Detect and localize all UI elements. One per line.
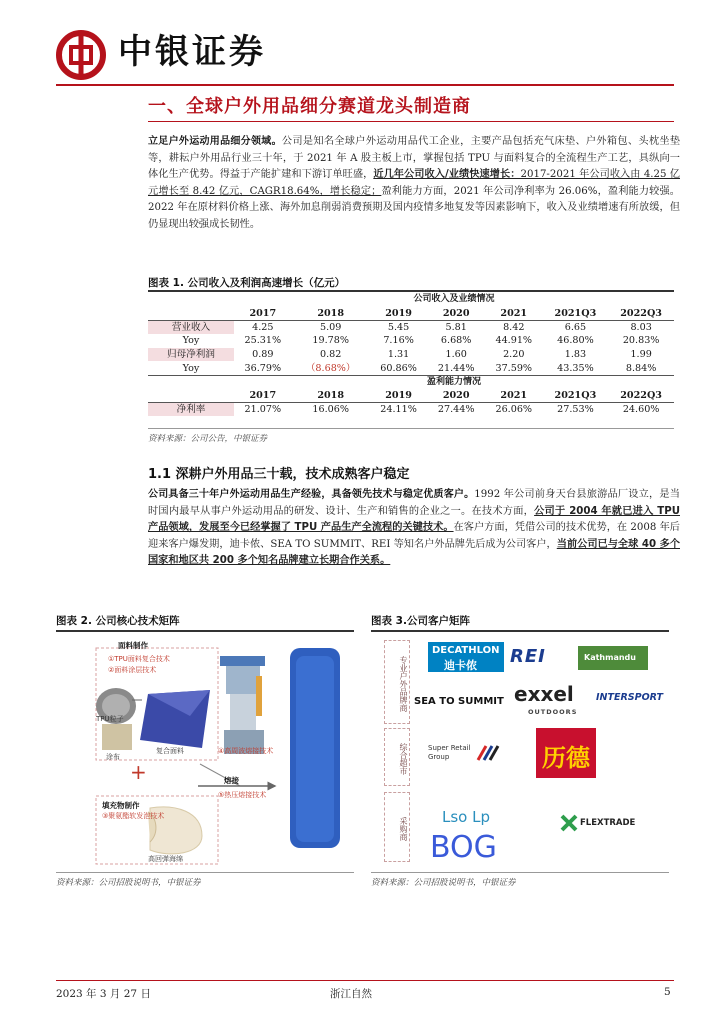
- revenue-profit-table: [148, 293, 674, 416]
- decathlon-logo: [428, 642, 504, 672]
- category-buyers: 采购商: [384, 792, 410, 862]
- table-cell: 8.84%: [608, 361, 674, 375]
- table-cell: 21.07%: [244, 404, 282, 416]
- year-cell: 2020: [427, 389, 485, 403]
- fabric-title: 面料制作: [118, 641, 148, 650]
- subsection-title: 1.1 深耕户外用品三十载，技术成熟客户稳定: [148, 467, 410, 482]
- super-retail-logo: Super Retail Group: [428, 744, 471, 761]
- footer-company: 浙江自然: [330, 988, 372, 1000]
- group-revenue-label: 公司收入及业绩情况: [413, 294, 495, 305]
- year-cell: 2021: [485, 389, 543, 403]
- table-cell: 20.83%: [622, 335, 660, 347]
- page-header: [0, 0, 724, 92]
- bog-logo: BOG: [430, 830, 497, 865]
- table-cell: 21.44%: [427, 361, 485, 375]
- fabric-label: 涂布: [106, 753, 120, 761]
- section-divider: [148, 121, 674, 122]
- table-cell: 26.06%: [495, 404, 533, 416]
- page-number: 5: [664, 986, 671, 998]
- table-row: [148, 334, 674, 348]
- table-cell: 1.60: [445, 349, 467, 361]
- year-cell: 2019: [370, 389, 428, 403]
- decathlon-name: DECATHLON: [432, 645, 500, 656]
- table-cell: 8.03: [630, 321, 652, 333]
- tech-5-label: ⑤热压熔接技术: [218, 791, 267, 799]
- table-group-header: [148, 293, 674, 307]
- figure2-bottom-rule: [56, 872, 354, 873]
- figure3-title: 图表 3.公司客户矩阵: [371, 615, 470, 627]
- lide-logo: [536, 728, 596, 778]
- year-cell: 2021Q3: [543, 389, 609, 403]
- table-cell: 6.68%: [440, 335, 472, 347]
- intro-emphasis: 近几年公司收入/业绩快速增长：: [373, 169, 521, 181]
- table-cell-negative: （8.68%）: [292, 361, 370, 375]
- composite-label: 复合面料: [156, 747, 184, 755]
- figure2-source: 资料来源：公司招股说明书，中银证券: [56, 878, 201, 888]
- super-retail-stripes-icon: [474, 744, 504, 762]
- kathmandu-logo: [578, 646, 648, 670]
- table-cell: 2.20: [503, 349, 525, 361]
- table-cell: 5.45: [387, 321, 410, 333]
- lso-logo: Lso Lp: [442, 808, 490, 826]
- table-cell: 24.60%: [622, 404, 660, 416]
- row-label: 营业收入: [148, 320, 234, 334]
- tech-3-label: ③聚氨酯软发泡技术: [102, 812, 165, 820]
- table-year-header: [148, 389, 674, 403]
- table-cell: 60.86%: [370, 361, 428, 375]
- history-paragraph: [148, 487, 680, 570]
- tech-2-label: ②面料涂层技术: [108, 666, 157, 674]
- table-row: [148, 348, 674, 362]
- year-cell: 2022Q3: [608, 307, 674, 321]
- year-cell: 2022Q3: [608, 389, 674, 403]
- fill-title: 填充物制作: [102, 801, 140, 810]
- table-cell: 5.81: [445, 321, 467, 333]
- table-cell: 44.91%: [495, 335, 533, 347]
- year-cell: 2021Q3: [543, 307, 609, 321]
- lide-name: 历德: [542, 744, 590, 772]
- bank-of-china-logo-icon: [56, 30, 106, 80]
- section-title: 一、全球户外用品细分赛道龙头制造商: [148, 96, 471, 117]
- category-supermarkets: 综合超市: [384, 728, 410, 786]
- row-label: 净利率: [148, 403, 234, 417]
- table-year-header: [148, 307, 674, 321]
- table-cell: 0.82: [320, 349, 342, 361]
- rei-logo: REI: [510, 646, 546, 667]
- table-cell: 37.59%: [485, 361, 543, 375]
- year-cell: 2020: [427, 307, 485, 321]
- table-cell: 46.80%: [557, 335, 594, 347]
- table-cell: 27.44%: [437, 404, 475, 416]
- history-lead: 公司具备三十年户外运动用品生产经验，具备领先技术与稳定优质客户。: [148, 489, 475, 500]
- figure1-bottom-rule: [148, 428, 674, 429]
- intro-underlined: 2017-2021 年公司收入由 4.25 亿元增长至 8.42 亿元，CAGR18.64%，增长稳定；: [148, 169, 680, 197]
- year-cell: 2019: [370, 307, 428, 321]
- figure1-source: 资料来源：公司公告，中银证券: [148, 434, 268, 444]
- intro-body-2: 盈利能力方面，2021 年公司净利率为 26.06%，盈利能力较强。2022 年在原材料价格上涨、海外加息削弱消费预期及国内疫情多地复发等因素影响下，收入及业绩增速有所放缓，但仍显现出较强成长韧性。: [148, 185, 680, 230]
- table-cell: 25.31%: [244, 335, 282, 347]
- figure3-top-rule: [371, 630, 669, 632]
- category-outdoor-brands: 专业户外品牌商: [384, 640, 410, 724]
- row-label: Yoy: [148, 361, 234, 375]
- year-cell: 2017: [234, 307, 292, 321]
- table-cell: 1.83: [564, 349, 587, 361]
- table-cell: 27.53%: [557, 404, 594, 416]
- seatosummit-logo: SEA TO SUMMIT: [414, 696, 504, 707]
- history-clients: 当前公司已与全球 40 多个国家和地区共 200 多个知名品牌建立长期合作关系。: [148, 538, 680, 567]
- exxel-logo: exxel: [514, 682, 574, 706]
- table-group-header: [148, 375, 674, 389]
- header-divider: [56, 84, 674, 86]
- figure3-bottom-rule: [371, 872, 669, 873]
- footer-divider: [56, 980, 674, 981]
- flextrade-logo: FLEXTRADE: [580, 818, 636, 828]
- table-cell: 0.89: [252, 349, 274, 361]
- table-cell: 1.99: [630, 349, 652, 361]
- table-row: [148, 361, 674, 375]
- intro-body-1: 公司是知名全球户外运动用品代工企业，主要产品包括充气床垫、户外箱包、头枕坐垫等，耕耘户外用品行业三十年，于 2021 年 A 股主板上市，掌握包括 TPU 与面料复合的全流程生产工艺，具纵向一体化生产优势。得益于产能扩建和下游订单旺盛，: [148, 136, 681, 181]
- tech-1-label: ①TPU面料复合技术: [108, 655, 170, 663]
- footer-date: 2023 年 3 月 27 日: [56, 988, 151, 1000]
- table-cell: 1.31: [387, 349, 410, 361]
- intersport-logo: INTERSPORT: [596, 692, 664, 703]
- tech-4-label: ④高周波熔接技术: [218, 747, 274, 755]
- company-name: 中银证券: [118, 32, 266, 72]
- intro-paragraph: [148, 134, 680, 234]
- decathlon-name-cn: 迪卡侬: [444, 659, 477, 672]
- table-cell: 7.16%: [383, 335, 414, 347]
- weld-label: 熔接: [224, 776, 239, 785]
- year-cell: 2017: [234, 389, 292, 403]
- figure1-title: 图表 1. 公司收入及利润高速增长（亿元）: [148, 277, 346, 289]
- table-cell: 8.42: [503, 321, 525, 333]
- figure3-source: 资料来源：公司招股说明书，中银证券: [371, 878, 516, 888]
- table-cell: 16.06%: [312, 404, 349, 416]
- table-cell: 43.35%: [543, 361, 609, 375]
- foam-label: 高回弹海绵: [148, 855, 183, 863]
- intro-lead: 立足户外运动用品细分领域。: [148, 136, 282, 147]
- row-label: 归母净利润: [148, 348, 234, 362]
- figure2-title: 图表 2. 公司核心技术矩阵: [56, 615, 180, 627]
- table-cell: 4.25: [252, 321, 274, 333]
- table-cell: 6.65: [564, 321, 587, 333]
- year-cell: 2018: [292, 389, 370, 403]
- table-cell: 5.09: [320, 321, 342, 333]
- table-cell: 24.11%: [380, 404, 417, 416]
- history-body-2: 在客户方面，凭借公司的技术优势，在 2008 年后迎来客户爆发期，迪卡侬、SEA TO SUMMIT、REI 等知名户外品牌先后成为公司客户，: [148, 522, 680, 550]
- core-tech-matrix: [90, 636, 350, 866]
- year-cell: 2018: [292, 307, 370, 321]
- row-label: Yoy: [182, 335, 200, 347]
- client-matrix: [384, 636, 670, 866]
- figure2-top-rule: [56, 630, 354, 632]
- history-tech: 公司于 2004 年就已进入 TPU 产品领域，发展至今已经掌握了 TPU 产品生产全流程的关键技术。: [148, 505, 680, 534]
- exxel-sub: OUTDOORS: [528, 708, 578, 716]
- table-row: [148, 320, 674, 334]
- group-margin-label: 盈利能力情况: [426, 376, 481, 387]
- table-row: [148, 403, 674, 417]
- history-body-1: 1992 年公司前身天台县旅游品厂设立，是当时国内最早从事户外运动用品的研发、设计、生产和销售的企业之一。在技术方面，: [148, 489, 680, 517]
- table-cell: 19.78%: [312, 335, 349, 347]
- kathmandu-name: Kathmandu: [584, 653, 636, 662]
- year-cell: 2021: [485, 307, 543, 321]
- table-cell: 36.79%: [234, 361, 292, 375]
- tpu-label: TPU粒子: [96, 715, 124, 723]
- flextrade-mark-icon: [560, 814, 578, 832]
- plus-sign: +: [130, 760, 147, 784]
- figure1-top-rule: [148, 290, 674, 292]
